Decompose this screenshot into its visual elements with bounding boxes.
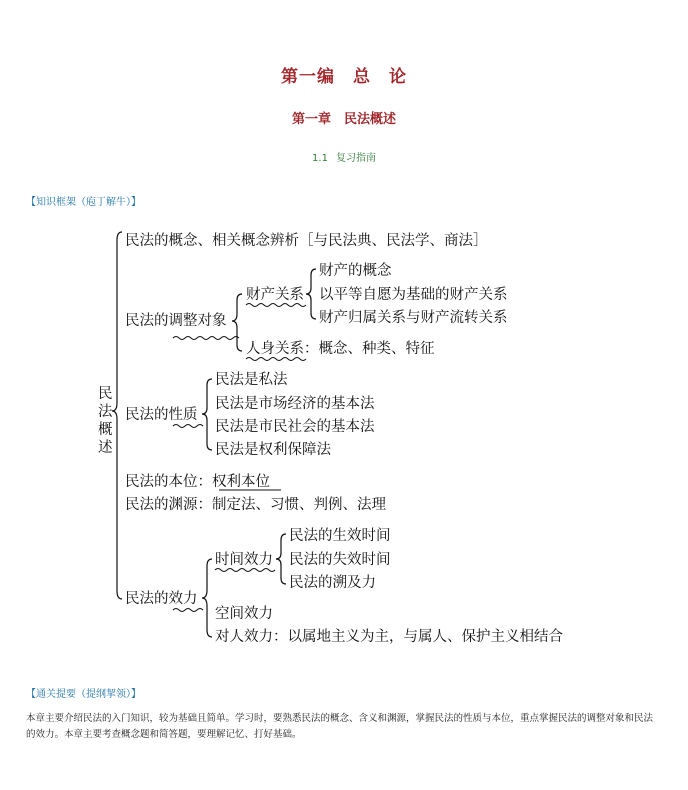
nature-item: 民法是私法 (215, 372, 288, 388)
b3-label-key: 性质 (168, 407, 198, 423)
time-brace (276, 534, 286, 584)
summary-heading: 【通关提要（提纲挈领）】 (26, 689, 141, 700)
part-title: 第一编 总 论 (281, 67, 407, 87)
b2-label-key: 调整对象 (168, 313, 227, 329)
personal-desc: ：概念、种类、特征 (304, 341, 435, 357)
b2-brace (232, 294, 242, 351)
section-number: 1.1 (312, 153, 328, 164)
summary-text: 本章主要介绍民法的入门知识，较为基础且简单。学习时，要熟悉民法的概念、含义和渊源，掌握民法的性质与本位，重点掌握民法的调整对象和民法的效力。本章主要考查概念题和简答题，要理解记忆、打好基础。 (26, 713, 654, 740)
personal-relation (246, 340, 435, 358)
b4-label: 民法的本位： (125, 474, 212, 490)
chapter-title: 第一章 民法概述 (291, 112, 396, 127)
b6-label-key: 效力 (168, 591, 198, 607)
property-brace (306, 269, 316, 319)
b4-key: 权利本位 (212, 474, 270, 490)
mindmap-b6 (125, 590, 198, 608)
b2-label-pre: 民法的 (125, 313, 169, 329)
time-effect-label: 时间效力 (215, 552, 273, 568)
wavy-underline-b2 (173, 337, 239, 340)
mindmap-root: 民法概述 (98, 386, 113, 456)
time-effect-item: 民法的失效时间 (289, 552, 391, 568)
mindmap-b5: 民法的渊源：制定法、习惯、判例、法理 (125, 497, 386, 513)
property-item: 以平等自愿为基础的财产关系 (319, 287, 508, 303)
property-item: 财产的概念 (319, 263, 392, 279)
nature-item: 民法是权利保障法 (215, 442, 331, 458)
property-label: 财产关系 (246, 287, 304, 303)
b3-brace (202, 379, 212, 450)
section-name: 复习指南 (335, 153, 376, 164)
personal-label: 人身关系 (246, 341, 304, 357)
space-effect: 空间效力 (215, 606, 273, 622)
b6-brace (202, 559, 212, 637)
b6-label-pre: 民法的 (125, 591, 169, 607)
framework-heading: 【知识框架（庖丁解牛）】 (26, 197, 141, 208)
time-effect-item: 民法的溯及力 (289, 575, 376, 591)
nature-item: 民法是市民社会的基本法 (215, 419, 375, 435)
time-effect-item: 民法的生效时间 (289, 528, 391, 544)
mindmap-b3 (125, 406, 198, 424)
wavy-underline-b6 (173, 609, 203, 612)
wavy-underline-b3 (173, 425, 203, 428)
nature-item: 民法是市场经济的基本法 (215, 396, 375, 412)
mindmap-b4 (125, 473, 270, 491)
property-item: 财产归属关系与财产流转关系 (319, 310, 508, 326)
mindmap-b2 (125, 312, 227, 330)
mindmap-b1: 民法的概念、相关概念辨析［与民法典、民法学、商法］ (125, 233, 488, 249)
b3-label-pre: 民法的 (125, 407, 169, 423)
person-effect: 对人效力：以属地主义为主，与属人、保护主义相结合 (215, 629, 563, 645)
